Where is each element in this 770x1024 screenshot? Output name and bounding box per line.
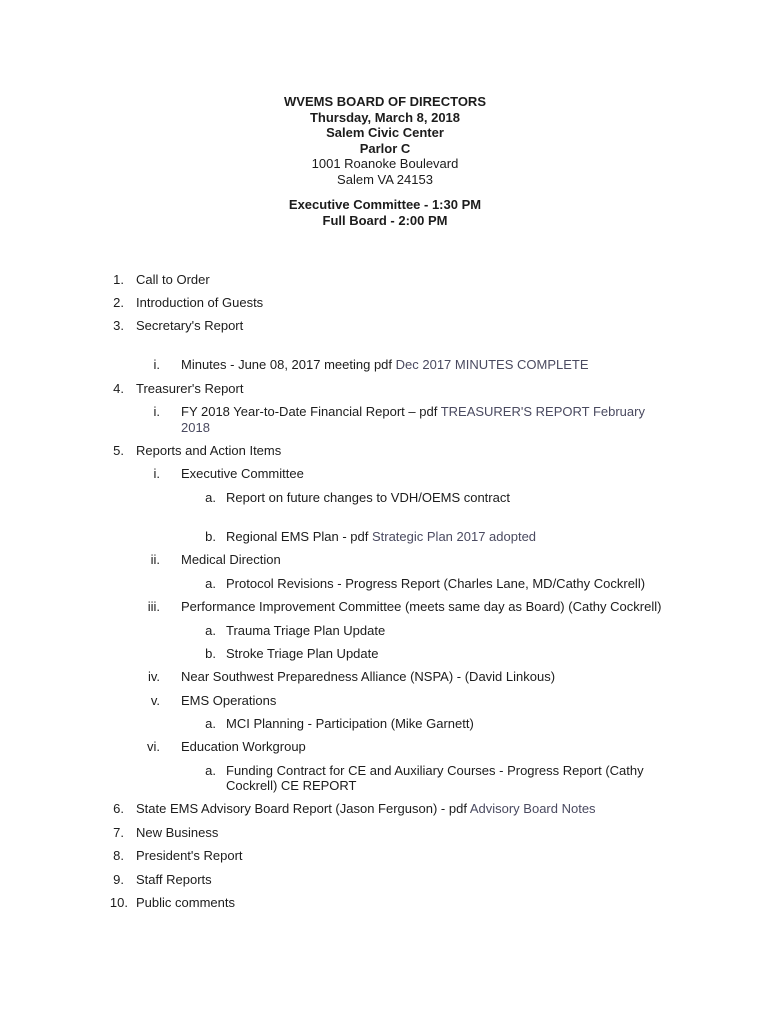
item-number: 3. bbox=[113, 318, 124, 333]
item-number: 5. bbox=[113, 443, 124, 458]
agenda-item-president: President's Report bbox=[136, 848, 243, 863]
venue-name: Salem Civic Center bbox=[326, 125, 444, 140]
subitem-number: i. bbox=[153, 357, 160, 372]
subsubitem-protocol-revisions: Protocol Revisions - Progress Report (Charles Lane, MD/Cathy Cockrell) bbox=[226, 576, 646, 591]
treasurer-report-link-cont[interactable]: 2018 bbox=[181, 420, 210, 435]
subitem-financial-report bbox=[181, 404, 645, 420]
item-number: 9. bbox=[113, 872, 124, 887]
minutes-pdf-link[interactable]: Dec 2017 MINUTES COMPLETE bbox=[395, 357, 589, 372]
subitem-executive-committee: Executive Committee bbox=[181, 466, 304, 481]
agenda-item-secretary: Secretary's Report bbox=[136, 318, 244, 333]
subitem-number: i. bbox=[153, 404, 160, 419]
org-title: WVEMS BOARD OF DIRECTORS bbox=[284, 94, 486, 109]
item-number: 7. bbox=[113, 825, 124, 840]
subitem-number: vi. bbox=[147, 739, 160, 754]
subitem-nspa: Near Southwest Preparedness Alliance (NSPA) - (David Linkous) bbox=[181, 669, 556, 684]
subsubitem-trauma-triage: Trauma Triage Plan Update bbox=[226, 623, 386, 638]
item-number: 8. bbox=[113, 848, 124, 863]
subitem-medical-direction: Medical Direction bbox=[181, 552, 281, 567]
agenda-item-staff: Staff Reports bbox=[136, 872, 212, 887]
subitem-minutes bbox=[181, 357, 589, 373]
subitem-ems-operations: EMS Operations bbox=[181, 693, 277, 708]
subitem-education-workgroup: Education Workgroup bbox=[181, 739, 306, 754]
strategic-plan-link[interactable]: Strategic Plan 2017 adopted bbox=[371, 529, 537, 544]
subitem-number: iii. bbox=[147, 599, 160, 614]
full-board-time: Full Board - 2:00 PM bbox=[322, 212, 448, 228]
street-address: 1001 Roanoke Boulevard bbox=[311, 156, 459, 171]
subsubitem-ems-plan bbox=[226, 529, 536, 545]
advisory-board-notes-link[interactable]: Advisory Board Notes bbox=[469, 801, 596, 816]
treasurer-report-link[interactable]: TREASURER'S REPORT February bbox=[440, 404, 645, 419]
subitem-text: State EMS Advisory Board Report (Jason Ferguson) - pdf bbox=[136, 801, 470, 816]
agenda-item-call-to-order: Call to Order bbox=[136, 272, 210, 287]
agenda-item-reports: Reports and Action Items bbox=[136, 443, 282, 458]
city-address: Salem VA 24153 bbox=[337, 171, 433, 187]
meeting-header bbox=[0, 94, 770, 187]
subitem-number: i. bbox=[153, 466, 160, 481]
subitem-text: Minutes - June 08, 2017 meeting pdf bbox=[181, 357, 396, 372]
agenda-item-public-comments: Public comments bbox=[136, 895, 235, 910]
subsubitem-letter: a. bbox=[205, 623, 216, 638]
meeting-times bbox=[0, 197, 770, 228]
subsubitem-letter: a. bbox=[205, 763, 216, 778]
item-number: 4. bbox=[113, 381, 124, 396]
subsubitem-letter: a. bbox=[205, 490, 216, 505]
item-number: 6. bbox=[113, 801, 124, 816]
subsubitem-letter: a. bbox=[205, 716, 216, 731]
subsubitem-funding-contract-cont: Cockrell) CE REPORT bbox=[226, 778, 357, 793]
item-number: 10. bbox=[109, 895, 128, 910]
subsubitem-vdh-contract: Report on future changes to VDH/OEMS contract bbox=[226, 490, 510, 505]
subsubitem-letter: b. bbox=[205, 646, 216, 661]
item-number: 1. bbox=[113, 272, 124, 287]
subitem-number: iv. bbox=[147, 669, 160, 684]
subsubitem-letter: b. bbox=[205, 529, 216, 544]
executive-committee-time: Executive Committee - 1:30 PM bbox=[288, 197, 482, 212]
subsubitem-stroke-triage: Stroke Triage Plan Update bbox=[226, 646, 379, 661]
subitem-performance-improvement: Performance Improvement Committee (meets same day as Board) (Cathy Cockrell) bbox=[181, 599, 662, 614]
subsubitem-letter: a. bbox=[205, 576, 216, 591]
subitem-number: v. bbox=[150, 693, 160, 708]
agenda-item-state-ems bbox=[136, 801, 596, 817]
agenda-item-new-business: New Business bbox=[136, 825, 219, 840]
subitem-text: FY 2018 Year-to-Date Financial Report – pdf bbox=[181, 404, 441, 419]
item-number: 2. bbox=[113, 295, 124, 310]
subitem-number: ii. bbox=[150, 552, 160, 567]
meeting-date: Thursday, March 8, 2018 bbox=[309, 109, 461, 125]
subsubitem-funding-contract: Funding Contract for CE and Auxiliary Courses - Progress Report (Cathy bbox=[226, 763, 644, 778]
subsubitem-mci-planning: MCI Planning - Participation (Mike Garnett) bbox=[226, 716, 474, 731]
agenda-item-introduction: Introduction of Guests bbox=[136, 295, 264, 310]
agenda-item-treasurer: Treasurer's Report bbox=[136, 381, 244, 396]
subitem-text: Regional EMS Plan - pdf bbox=[226, 529, 372, 544]
room-name: Parlor C bbox=[359, 140, 411, 156]
